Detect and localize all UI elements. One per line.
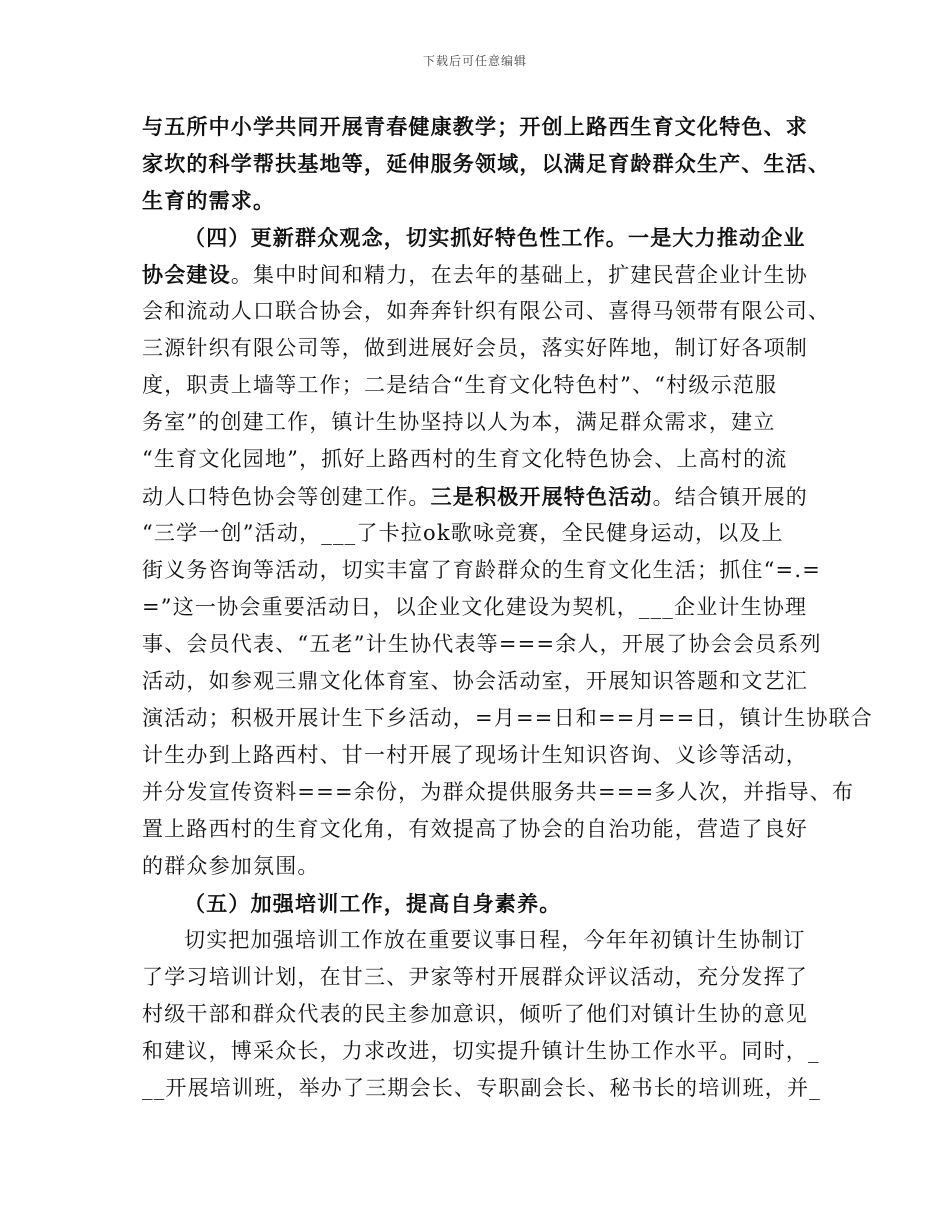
text-run: 街义务咨询等活动，切实丰富了育龄群众的生育文化生活；抓住“=.= (142, 558, 821, 582)
text-line (142, 256, 822, 293)
text-run: __开展培训班，举办了三期会长、专职副会长、秘书长的培训班，并_ (142, 1076, 821, 1100)
text-line (142, 737, 822, 774)
text-run: 并分发宣传资料===余份，为群众提供服务共===多人次，并指导、布 (142, 780, 855, 804)
text-line (142, 774, 855, 811)
text-line (142, 885, 822, 922)
text-run: 的群众参加氛围。 (142, 854, 320, 878)
bold-text-run: 与五所中小学共同开展青春健康教学；开创上路西生育文化特色、求 (142, 114, 808, 139)
text-run: 计生办到上路西村、甘一村开展了现场计生知识咨询、义诊等活动， (142, 743, 808, 767)
text-run: 演活动；积极开展计生下乡活动，=月==日和==月==日，镇计生协联合 (142, 706, 873, 730)
text-line (142, 552, 822, 589)
text-run: 活动，如参观三鼎文化体育室、协会活动室，开展知识答题和文艺汇 (142, 669, 808, 693)
bold-text-run: 生育的需求。 (142, 188, 276, 213)
bold-text-run: （四）更新群众观念，切实抓好特色性工作。一是大力推动企业 (184, 225, 806, 250)
bold-text-run: 家坎的科学帮扶基地等，延伸服务领域，以满足育龄群众生产、生活、 (142, 151, 831, 176)
document-body (142, 108, 873, 1107)
text-run: “生育文化园地”，抓好上路西村的生育文化特色协会、上高村的流 (142, 447, 788, 471)
text-run: 三源针织有限公司等，做到进展好会员，落实好阵地，制订好各项制 (142, 336, 808, 360)
text-run: 切实把加强培训工作放在重要议事日程，今年年初镇计生协制订 (184, 928, 806, 952)
text-line (142, 404, 822, 441)
text-line (142, 515, 822, 552)
text-line (142, 1070, 822, 1107)
text-line (142, 219, 822, 256)
text-run: 和建议，博采众长，力求改进，切实提升镇计生协工作水平。同时，_ (142, 1039, 820, 1063)
text-line (142, 441, 822, 478)
text-run: 会和流动人口联合协会，如奔奔针织有限公司、喜得马领带有限公司、 (142, 299, 831, 323)
text-line (142, 848, 822, 885)
text-line (142, 293, 831, 330)
page-header: 下载后可任意编辑 (422, 54, 527, 68)
text-line (142, 367, 822, 404)
text-line (142, 700, 873, 737)
text-line (142, 145, 831, 182)
bold-text-run: （五）加强培训工作，提高自身素养。 (184, 891, 562, 916)
text-line (142, 811, 822, 848)
text-run: 置上路西村的生育文化角，有效提高了协会的自治功能，营造了良好 (142, 817, 808, 841)
text-line (142, 330, 822, 367)
text-run: “三学一创”活动，___了卡拉ok歌咏竞赛，全民健身运动，以及上 (142, 521, 784, 545)
text-line (142, 108, 822, 145)
text-run: 事、会员代表、“五老”计生协代表等===余人，开展了协会会员系列 (142, 632, 822, 656)
text-line (142, 922, 822, 959)
text-line (142, 996, 822, 1033)
text-run: 务室”的创建工作，镇计生协坚持以人为本，满足群众需求，建立 (142, 410, 776, 434)
text-line (142, 1033, 822, 1070)
text-line (142, 626, 822, 663)
bold-text-run: 三是积极开展特色活动 (430, 484, 653, 509)
text-run: 动人口特色协会等创建工作。 (142, 485, 431, 509)
text-line (142, 959, 822, 996)
text-line (142, 182, 822, 219)
text-line (142, 663, 822, 700)
text-run: 。集中时间和精力，在去年的基础上，扩建民营企业计生协 (230, 263, 809, 287)
bold-text-run: 协会建设 (142, 262, 231, 287)
text-run: 。结合镇开展的 (652, 485, 809, 509)
text-line (142, 478, 822, 515)
text-run: 村级干部和群众代表的民主参加意识，倾听了他们对镇计生协的意见 (142, 1002, 808, 1026)
text-run: 度，职责上墙等工作；二是结合“生育文化特色村”、“村级示范服 (142, 373, 778, 397)
text-run: 了学习培训计划，在甘三、尹家等村开展群众评议活动，充分发挥了 (142, 965, 808, 989)
text-run: =”这一协会重要活动日，以企业文化建设为契机，___企业计生协理 (142, 595, 808, 619)
text-line (142, 589, 822, 626)
